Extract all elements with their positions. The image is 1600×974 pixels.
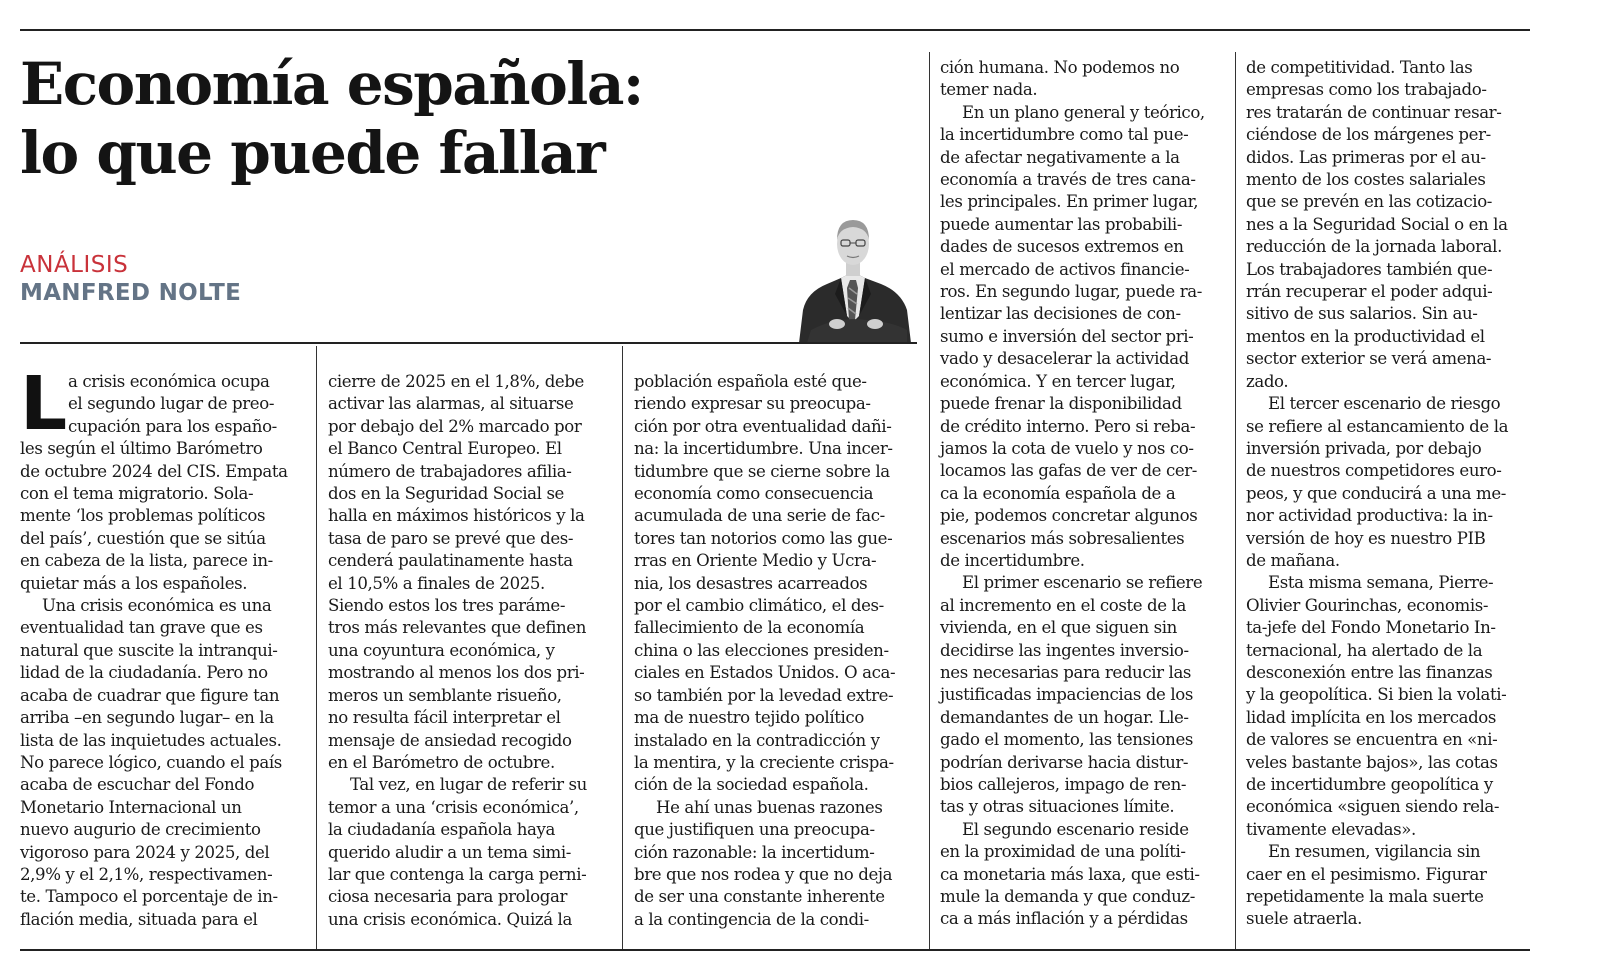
text-line: El segundo escenario reside xyxy=(962,819,1189,839)
text-line: una coyuntura económica, y xyxy=(328,640,555,660)
text-line: el Banco Central Europeo. El xyxy=(328,439,562,459)
text-line: nuevo augurio de crecimiento xyxy=(20,820,261,840)
text-line: ciéndose de los márgenes per- xyxy=(1246,125,1491,145)
drop-cap: L xyxy=(20,361,68,447)
text-line: ca monetaria más laxa, que esti- xyxy=(940,864,1200,884)
bottom-rule xyxy=(20,949,1530,951)
text-line: economía como consecuencia xyxy=(634,484,874,504)
text-line: temer nada. xyxy=(940,80,1038,100)
text-line: mente ‘los problemas políticos xyxy=(20,506,266,526)
text-line: acaba de escuchar del Fondo xyxy=(20,775,255,795)
text-line: lidad de la ciudadanía. Pero no xyxy=(20,663,268,683)
top-rule xyxy=(20,29,1530,31)
text-line: ma de nuestro tejido político xyxy=(634,708,864,728)
text-line: tas y otras situaciones límite. xyxy=(940,797,1175,817)
text-line: en la proximidad de una políti- xyxy=(940,842,1186,862)
text-line: meros un semblante risueño, xyxy=(328,685,562,705)
text-line: cenderá paulatinamente hasta xyxy=(328,551,573,571)
text-line: les según el último Barómetro xyxy=(20,439,263,459)
text-line: no resulta fácil interpretar el xyxy=(328,708,561,728)
text-line: pie, podemos concretar algunos xyxy=(940,506,1198,526)
text-line: Monetario Internacional un xyxy=(20,797,242,817)
text-line: rrán recuperar el poder adqui- xyxy=(1246,282,1493,302)
text-line: bre que nos rodea y que no deja xyxy=(634,864,893,884)
text-line: Siendo estos los tres paráme- xyxy=(328,596,566,616)
text-line: sector exterior se verá amena- xyxy=(1246,349,1492,369)
author-name: MANFRED NOLTE xyxy=(20,280,242,306)
headline-line-2: lo que puede fallar xyxy=(20,119,605,187)
text-line: mostrando al menos los dos pri- xyxy=(328,663,585,683)
text-line: el segundo lugar de preo- xyxy=(68,394,275,414)
text-line: vivienda, en el que siguen sin xyxy=(940,618,1177,638)
text-line: de octubre 2024 del CIS. Empata xyxy=(20,461,288,481)
text-line: na: la incertidumbre. Una incer- xyxy=(634,439,893,459)
text-line: Olivier Gourinchas, economis- xyxy=(1246,595,1489,615)
column-divider xyxy=(929,52,930,949)
text-line: de competitividad. Tanto las xyxy=(1246,58,1473,77)
text-line: inversión privada, por debajo xyxy=(1246,438,1482,458)
text-line: reducción de la jornada laboral. xyxy=(1246,237,1502,257)
text-line: ción razonable: la incertidum- xyxy=(634,842,875,862)
text-line: lar que contenga la carga perni- xyxy=(328,864,587,884)
text-line: locamos las gafas de ver de cer- xyxy=(940,461,1198,481)
text-line: con el tema migratorio. Sola- xyxy=(20,484,254,504)
text-line: Esta misma semana, Pierre- xyxy=(1268,573,1494,593)
text-line: mensaje de ansiedad recogido xyxy=(328,730,572,750)
text-line: rras en Oriente Medio y Ucra- xyxy=(634,551,877,571)
text-line: tores tan notorios como las gue- xyxy=(634,528,893,548)
text-line: Una crisis económica es una xyxy=(42,596,272,616)
text-line: No parece lógico, cuando el país xyxy=(20,752,282,772)
text-line: didos. Las primeras por el au- xyxy=(1246,147,1486,167)
article-column-1 xyxy=(20,361,298,931)
text-line: puede aumentar las probabili- xyxy=(940,214,1183,234)
text-line: tidumbre que se cierne sobre la xyxy=(634,461,890,481)
text-line: veles bastante bajos», las cotas xyxy=(1246,752,1498,772)
text-line: vado y desacelerar la actividad xyxy=(940,349,1189,369)
text-line: les principales. En primer lugar, xyxy=(940,192,1199,212)
text-line: el mercado de activos financie- xyxy=(940,259,1190,279)
text-line: demandantes de un hogar. Lle- xyxy=(940,707,1189,727)
text-line: acumulada de una serie de fac- xyxy=(634,506,885,526)
text-line: mentos en la productividad el xyxy=(1246,326,1485,346)
text-line: eventualidad tan grave que es xyxy=(20,618,263,638)
text-line: a la contingencia de la condi- xyxy=(634,909,869,929)
text-line: al incremento en el coste de la xyxy=(940,595,1186,615)
article-column-2 xyxy=(328,371,606,931)
text-line: tros más relevantes que definen xyxy=(328,618,587,638)
text-line: res tratarán de continuar resar- xyxy=(1246,102,1502,122)
text-line: cierre de 2025 en el 1,8%, debe xyxy=(328,372,584,391)
author-photo xyxy=(797,212,917,343)
text-line: te. Tampoco el porcentaje de in- xyxy=(20,887,278,907)
text-line: halla en máximos históricos y la xyxy=(328,506,585,526)
text-line: lidad implícita en los mercados xyxy=(1246,707,1497,727)
text-line: la mentira, y la creciente crispa- xyxy=(634,752,894,772)
section-label: ANÁLISIS xyxy=(20,252,129,278)
text-line: de mañana. xyxy=(1246,550,1340,570)
text-line: dades de sucesos extremos en xyxy=(940,237,1184,257)
text-line: se refiere al estancamiento de la xyxy=(1246,416,1509,436)
text-line: economía a través de tres cana- xyxy=(940,170,1196,190)
text-line: lentizar las decisiones de con- xyxy=(940,304,1181,324)
text-line: gado el momento, las tensiones xyxy=(940,730,1193,750)
text-line: escenarios más sobresalientes xyxy=(940,528,1185,548)
text-line: natural que suscite la intranqui- xyxy=(20,640,278,660)
column-divider xyxy=(316,346,317,949)
text-line: En un plano general y teórico, xyxy=(962,102,1205,122)
text-line: Los trabajadores también que- xyxy=(1246,259,1493,279)
text-line: de valores se encuentra en «ni- xyxy=(1246,730,1498,750)
text-line: ciosa necesaria para prologar xyxy=(328,887,568,907)
text-line: de incertidumbre geopolítica y xyxy=(1246,775,1493,794)
article-column-3 xyxy=(634,371,912,931)
article-column-4 xyxy=(940,57,1218,931)
text-line: ca la economía española de a xyxy=(940,483,1176,503)
text-line: dos en la Seguridad Social se xyxy=(328,484,564,504)
text-line: flación media, situada para el xyxy=(20,909,258,929)
text-line: la ciudadanía española haya xyxy=(328,820,556,840)
text-line: querido aludir a un tema simi- xyxy=(328,842,571,862)
text-line: ción humana. No podemos no xyxy=(940,58,1180,77)
text-line: la incertidumbre como tal pue- xyxy=(940,125,1189,145)
text-line: riendo expresar su preocupa- xyxy=(634,394,871,414)
text-line: ción por otra eventualidad dañi- xyxy=(634,416,892,436)
text-line: nes necesarias para reducir las xyxy=(940,662,1192,682)
text-line: justificadas impaciencias de los xyxy=(940,685,1193,705)
text-line: nor actividad productiva: la in- xyxy=(1246,506,1493,526)
text-line: nia, los desastres acarreados xyxy=(634,573,868,593)
text-line: de incertidumbre. xyxy=(940,550,1085,570)
text-line: acaba de cuadrar que figure tan xyxy=(20,685,280,705)
column-divider xyxy=(622,346,623,949)
text-line: ternacional, ha alertado de la xyxy=(1246,640,1483,660)
text-line: vigoroso para 2024 y 2025, del xyxy=(20,842,270,862)
text-line: He ahí unas buenas razones xyxy=(656,797,883,817)
text-line: so también por la levedad extre- xyxy=(634,685,894,705)
text-line: activar las alarmas, al situarse xyxy=(328,394,574,414)
text-line: de nuestros competidores euro- xyxy=(1246,461,1502,481)
text-line: versión de hoy es nuestro PIB xyxy=(1246,528,1486,548)
text-line: caer en el pesimismo. Figurar xyxy=(1246,864,1487,884)
text-line: instalado en la contradicción y xyxy=(634,730,880,750)
text-line: en el Barómetro de octubre. xyxy=(328,752,555,772)
text-line: El tercer escenario de riesgo xyxy=(1268,394,1501,414)
text-line: bios callejeros, impago de ren- xyxy=(940,775,1187,794)
text-line: de crédito interno. Pero si reba- xyxy=(940,416,1196,436)
text-line: ta-jefe del Fondo Monetario In- xyxy=(1246,618,1496,638)
text-line: del país’, cuestión que se sitúa xyxy=(20,528,266,548)
text-line: mento de los costes salariales xyxy=(1246,170,1486,190)
text-line: nes a la Seguridad Social o en la xyxy=(1246,214,1508,234)
text-line: a crisis económica ocupa xyxy=(68,372,270,391)
text-line: de afectar negativamente a la xyxy=(940,147,1180,167)
text-line: sitivo de sus salarios. Sin au- xyxy=(1246,304,1478,324)
text-line: desconexión entre las finanzas xyxy=(1246,662,1493,682)
text-line: tivamente elevadas». xyxy=(1246,819,1416,839)
text-line: y la geopolítica. Si bien la volati- xyxy=(1246,685,1507,705)
text-line: ción de la sociedad española. xyxy=(634,775,869,795)
text-line: que se prevén en las cotizacio- xyxy=(1246,192,1493,212)
text-line: arriba –en segundo lugar– en la xyxy=(20,708,274,728)
text-line: tasa de paro se prevé que des- xyxy=(328,528,574,548)
text-line: temor a una ‘crisis económica’, xyxy=(328,797,579,817)
text-line: ca a más inflación y a pérdidas xyxy=(940,909,1188,929)
text-line: empresas como los trabajado- xyxy=(1246,80,1487,100)
text-line: que justifiquen una preocupa- xyxy=(634,820,875,840)
headline xyxy=(20,50,900,188)
text-line: ros. En segundo lugar, puede ra- xyxy=(940,282,1202,302)
text-line: en cabeza de la lista, parece in- xyxy=(20,551,273,571)
text-line: económica «siguen siendo rela- xyxy=(1246,797,1500,817)
text-line: El primer escenario se refiere xyxy=(962,573,1203,593)
text-line: podrían derivarse hacia distur- xyxy=(940,752,1189,772)
text-line: una crisis económica. Quizá la xyxy=(328,909,572,929)
text-line: Tal vez, en lugar de referir su xyxy=(350,775,587,795)
header-rule xyxy=(20,342,917,344)
text-line: económica. Y en tercer lugar, xyxy=(940,371,1176,391)
text-line: de ser una constante inherente xyxy=(634,887,885,907)
text-line: repetidamente la mala suerte xyxy=(1246,887,1484,907)
text-line: mule la demanda y que conduz- xyxy=(940,887,1195,907)
headline-line-1: Economía española: xyxy=(20,50,643,118)
text-line: quietar más a los españoles. xyxy=(20,573,248,593)
text-line: ciales en Estados Unidos. O aca- xyxy=(634,663,896,683)
text-line: china o las elecciones presiden- xyxy=(634,640,889,660)
text-line: peos, y que conducirá a una me- xyxy=(1246,483,1507,503)
text-line: el 10,5% a finales de 2025. xyxy=(328,573,545,593)
column-divider xyxy=(1235,52,1236,949)
text-line: En resumen, vigilancia sin xyxy=(1268,842,1481,862)
text-line: puede frenar la disponibilidad xyxy=(940,394,1182,414)
text-line: zado. xyxy=(1246,371,1289,391)
text-line: por el cambio climático, el des- xyxy=(634,596,884,616)
text-line: fallecimiento de la economía xyxy=(634,618,865,638)
text-line: jamos la cota de vuelo y nos co- xyxy=(940,438,1194,458)
text-line: cupación para los españo- xyxy=(68,416,277,436)
text-line: por debajo del 2% marcado por xyxy=(328,416,582,436)
text-line: suele atraerla. xyxy=(1246,909,1363,929)
text-line: 2,9% y el 2,1%, respectivamen- xyxy=(20,864,273,884)
text-line: población española esté que- xyxy=(634,372,867,391)
text-line: decidirse las ingentes inversio- xyxy=(940,640,1189,660)
text-line: sumo e inversión del sector pri- xyxy=(940,326,1194,346)
article-column-5 xyxy=(1246,57,1530,931)
text-line: número de trabajadores afilia- xyxy=(328,461,572,481)
text-line: lista de las inquietudes actuales. xyxy=(20,730,282,750)
